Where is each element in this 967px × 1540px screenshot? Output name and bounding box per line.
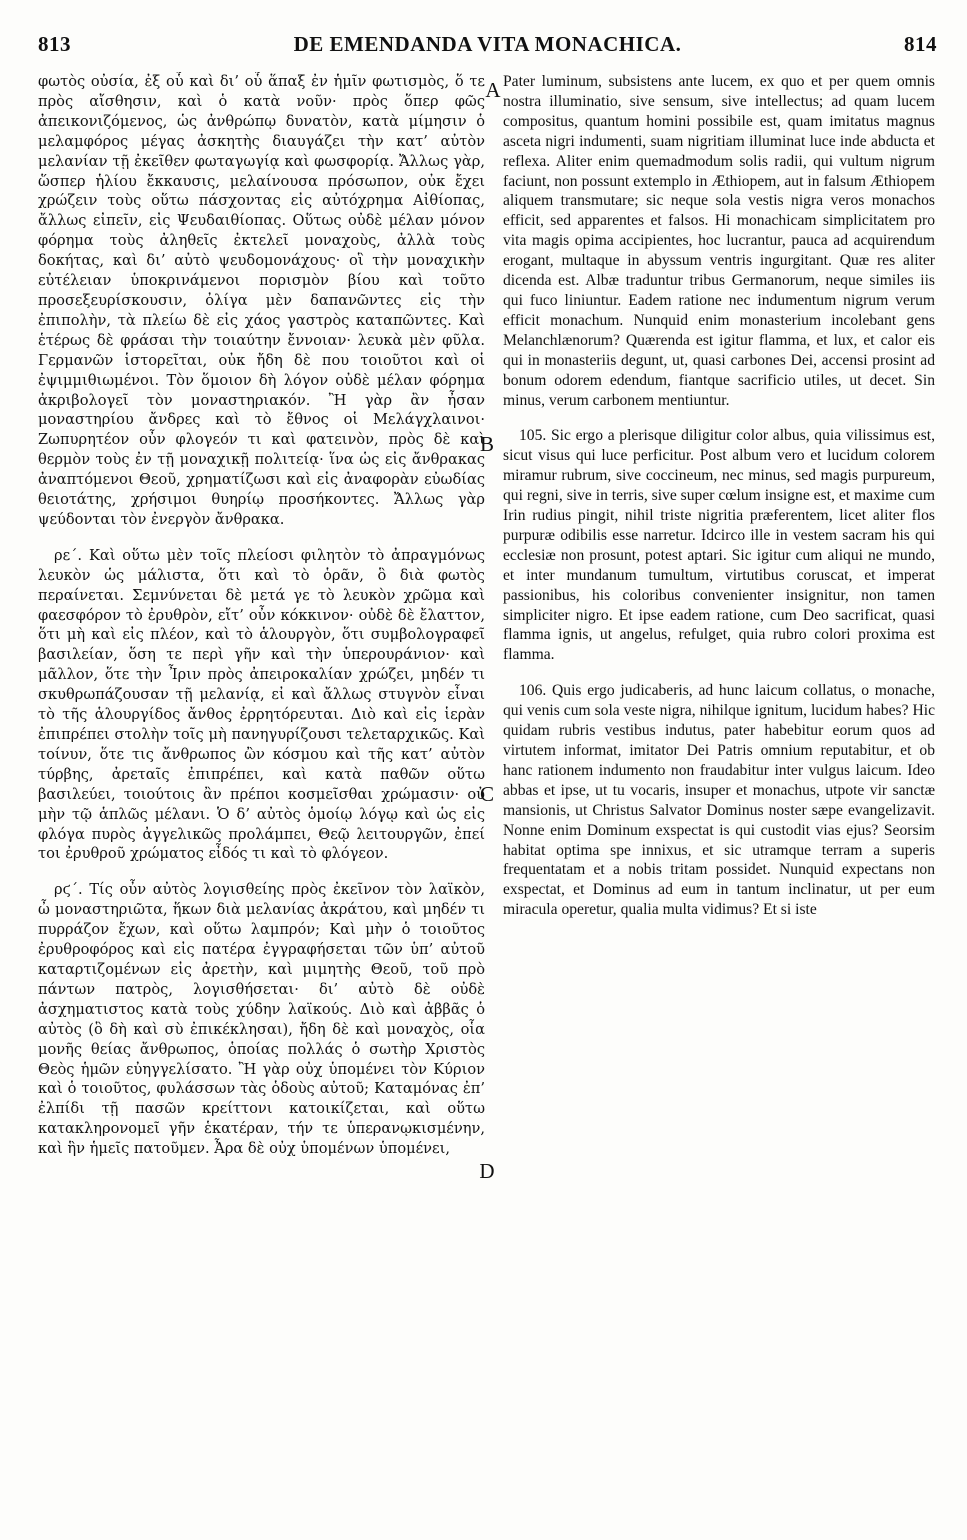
page-number-right: 814	[904, 31, 937, 56]
page-number-left: 813	[38, 31, 71, 56]
greek-paragraph-105: ρε΄. Καὶ οὕτω μὲν τοῖς πλείοσι φιλητὸν τὸ ἀπραγμόνως λευκὸν ὡς μάλιστα, ὅτι καὶ τὸ ὁρᾶν, ὃ διὰ φωτὸς περαίνεται. Σεμνύνεται δὲ μετά γε τὸ λευκὸν χρῶμα καὶ φαεσφόρον τὸ ἐρυθρὸν, εἴτ’ οὖν κόκκινον· οὐδὲ δὲ ἔλαττον, ὅτι μὴ καὶ εἰς πλέον, καὶ τὸ ἁλουργὸν, ὅτι συμβολογραφεῖ βασιλείαν, ὅση τε περὶ γῆν καὶ τὴν ὑπερουράνιον· καὶ μᾶλλον, ὅτε τὴν Ἶριν πρὸς ἀπειροκαλίαν χρώζει, μηδέν τι σκυθρωπάζουσαν τῇ μελανίᾳ, εἰ καὶ ἄλλως στυγνὸν εἶναι τὸ τῆς ἁλουργίδος ἄνθος ἐρρητόρευται. Διὸ καὶ εἰς ἱερὰν ἐπιπρέπει στολὴν τοῖς μὴ πανηγυρίζουσι τελεταρχικῶς. Καὶ τοίνυν, ὅτε τις ἄνθρωπος ὢν κόσμου καὶ τῆς κατ’ αὐτὸν τύρβης, ἀρεταῖς ἐπιπρέπει, καὶ κατὰ παθῶν οὕτω βασιλεύει, τοιούτοις ἂν πρέποι κοσμεῖσθαι χρώμασιν· οὐ μὴν τῷ ἁπλῶς μέλανι. Ὁ δ’ αὐτὸς ὁμοίῳ λόγῳ καὶ ὡς εἰς φλόγα πυρὸς ἀγγελικῶς προλάμπει, Θεῷ λειτουργῶν, ἐπεί τοι ἐρυθροῦ χρώματος εἶδός τι καὶ τὸ φλόγεον.	[38, 546, 485, 863]
running-title: DE EMENDANDA VITA MONACHICA.	[293, 31, 682, 56]
section-marker-b: B	[479, 432, 494, 456]
running-header	[38, 32, 937, 56]
latin-paragraph-105: 105. Sic ergo a plerisque diligitur color albus, quia vilissimus est, sicut visus qui luce perficitur. Post album vero et lucidum colorem miramur rubrum, sive coccineum, nec minus, sed magis purpureum, qui regni, sive in terris, sive super cœlum insigne est, et maxime cum Irin rudius pingit, nihil triste nigritia præferentem, licet aliter flos purpuræ odibilis esse narretur. Idcirco ille in vestem sacram his qui ecclesiæ non prosunt, potest aptari. Sic igitur cum aliqui ne mundo, et inter mundanum tumultum, virtutibus coruscat, et imperat passionibus, his coloribus convenienter insignitur, non tamen simpliciter nigro. Et ipse eadem ratione, cum Deo sacrificat, quasi flamma ignis, ut angelus, refulget, quia rubro colori proxima est flamma.	[503, 427, 935, 664]
greek-column	[38, 72, 485, 1517]
section-marker-d: D	[479, 1159, 495, 1183]
latin-column	[503, 72, 935, 1517]
greek-paragraph-1: φωτὸς οὐσία, ἐξ οὗ καὶ δι’ οὗ ἅπαξ ἐν ἡμῖν φωτισμὸς, ὅ τε πρὸς αἴσθησιν, καὶ ὁ κατὰ νοῦν· πρὸς ὅπερ φῶς ἀπεικονιζόμενος, ὡς ἀνθρώπῳ δυνατὸν, κατὰ μίμησιν ὁ μελαμφόρος μέγας ἀσκητὴς διαυγάζει τὴν κατ’ αὐτὸν μελανίαν τῇ ἐκεῖθεν φωταγωγίᾳ καὶ φωσφορίᾳ. Ἄλλως γὰρ, ὥσπερ ἡλίου ἔκκαυσις, μελαίνουσα πρόσωπον, οὐκ ἔχει χρώζειν τοὺς οὕτω πάσχοντας εἰς αὐτόχρημα Αἰθίοπας, ἄλλως εἰπεῖν, εἰς Ψευδαιθίοπας. Οὕτως οὐδὲ μέλαν μόνον φόρημα τοὺς ἀληθεῖς ἐκτελεῖ μοναχοὺς, ἀλλὰ τοὺς δοκήτας, καὶ δι’ αὐτὸ ψευδομονάχους· οἳ τὴν μοναχικὴν εὐτέλειαν ὑποκρινάμενοι πορισμὸν βίου καὶ τοῦτο προσεξευρίσκουσιν, ὀλίγα μὲν δαπανῶντες εἰς τὴν ἐπιπολὴν, τὰ πλείω δὲ εἰς χάος γαστρὸς καταπῶντες. Καὶ ἑτέρως δὲ φράσαι τὴν τοιαύτην ἔννοιαν· λευκὰ μὲν φῦλα. Γερμανῶν ἱστορεῖται, οὐκ ἤδη δὲ που τοιοῦτοι καὶ οἱ ἐψιμμιθιωμένοι. Τὸν ὅμοιον δὴ λόγον οὐδὲ μέλαν φόρημα ἀκριβολογεῖ τὸν μοναστηριακόν. Ἢ γὰρ ἂν ἦσαν μοναστηρίου ἄνδρες καὶ τὸ ἔθνος οἱ Μελάγχλαινοι· Ζωπυρητέον οὖν φλογεόν τι καὶ φατεινὸν, πρὸς δὲ καὶ θερμὸν τοὺς ἐν τῇ μοναχικῇ πολιτείᾳ· ἵνα ὡς εἰς ἄνθρακας ἀναπτόμενοι Θεοῦ, χρηματίζωσι καὶ εἰς ἀναφορὰν εὐωδίας θειοτάτης, χρήσιμοι θυηρίῳ προσήκοντες. Ἄλλως γὰρ ψεύδονται τὸν ἐνεργὸν ἄνθρακα.	[38, 73, 485, 528]
section-marker-c: C	[479, 782, 494, 806]
latin-paragraph-1: Pater luminum, subsistens ante lucem, ex quo et per quem omnis nostra illuminatio, sive sensum, sive intellectus; ad quam lucem compositus, quantum homini possibile est, quam imitatus magnus asceta nigri indumenti, suam nigritiam illuminat luce inde abducta et reflexa. Aliter enim quemadmodum solis radii, qui vultum nigrum faciunt, non possunt extemplo in Æthiopem, aut in falsum Æthiopem aliquem transmutare; sic neque sola vestis nigra veros monachos efficit, sed apparentes et falsos. Hi monachicam simplicitatem pro vita magis opima accipientes, hoc lucrantur, pauca ad acquirendum erogant, multaque in abyssum ventris ingurgitant. Quæ res aliter dicenda est. Albæ traduntur tribus Germanorum, neque similes iis qui fuco liniuntur. Eadem ratione nec indumentum nigrum verum efficit monachum. Nunquid enim monasterium incolebant gens Melanchlænorum? Quærenda est igitur flamma, et lux, et calor eis qui in monasteriis degunt, ut, quasi carbones Dei, accensi prosint ad bonum odorem edendum, fiantque sacrificio utiles, ut decet. Sin minus, verum carbonem mentiuntur.	[503, 73, 935, 409]
section-marker-a: A	[485, 78, 501, 102]
greek-paragraph-106: ρϛ΄. Τίς οὖν αὐτὸς λογισθείης πρὸς ἐκεῖνον τὸν λαϊκὸν, ὦ μοναστηριῶτα, ἥκων διὰ μελανίας ἀκράτου, καὶ μηδέν τι πυρράζον ἔχων, καὶ οὕτω λαμπρόν; Καὶ μὴν ὁ τοιοῦτος ἐρυθροφόρος καὶ εἰς πατέρα ἐγγραφήσεται τῶν ὑπ’ αὐτοῦ καταρτιζομένων εἰς ἀρετὴν, καὶ μιμητὴς Θεοῦ, τοῦ πρὸ πάντων πατρὸς, λογισθήσεται· δι’ αὐτὸ δὲ οὐδὲ ἀσχηματιστος κατὰ τοὺς χύδην λαϊκούς. Διὸ καὶ ἀββᾶς ὁ αὐτὸς (ὃ δὴ καὶ σὺ ἐπικέκλησαι), ἤδη δὲ καὶ μοναχὸς, οἷα μονῆς θείας ἄνθρωπος, ὁποίας πολλάς ὁ σωτὴρ Χριστὸς Θεὸς ἡμῶν εὐηγγελίσατο. Ἢ γὰρ οὐχ ὑπομένει τὸν Κύριον καὶ ὁ τοιοῦτος, φυλάσσων τὰς ὁδοὺς αὐτοῦ; Καταμόνας ἐπ’ ἐλπίδι τῇ πασῶν κρείττονι κατοικίζεται, καὶ οὕτω κατακληρονομεῖ γῆν ἑκατέραν, τήν τε ὑπερανῳκισμένην, καὶ ἣν ἡμεῖς πατοῦμεν. Ἆρα δὲ οὐχ ὑπομένων ὑπομένει,	[38, 881, 485, 1158]
latin-paragraph-106: 106. Quis ergo judicaberis, ad hunc laicum collatus, o monache, qui venis cum sola veste nigra, nihilque ignitum, lucidum habes? Hic quidam rubris vestibus indutus, pater habebitur eorum quos ad virtutem informat, imitator Dei Patris omnium reputabitur, et ob hanc rationem indumento non fraudabitur inter vulgus laicum. Ideo abbas et ipse, ut tu vocaris, insuper et monachus, utpote vir sanctæ mansionis, ut Christus Salvator Dominus noster sæpe evangelizavit. Nonne enim Dominum exspectat is qui custodit vias ejus? Seorsim habitat optima spe innixus, et sic utramque terram a superis frequentatam et a nobis tritam possidet. Nunquid expectans non exspectat, et Dominus ad eum in tantum inclinatur, ut per eum miracula operetur, qualia multa vidimus? Et si iste	[503, 682, 935, 919]
